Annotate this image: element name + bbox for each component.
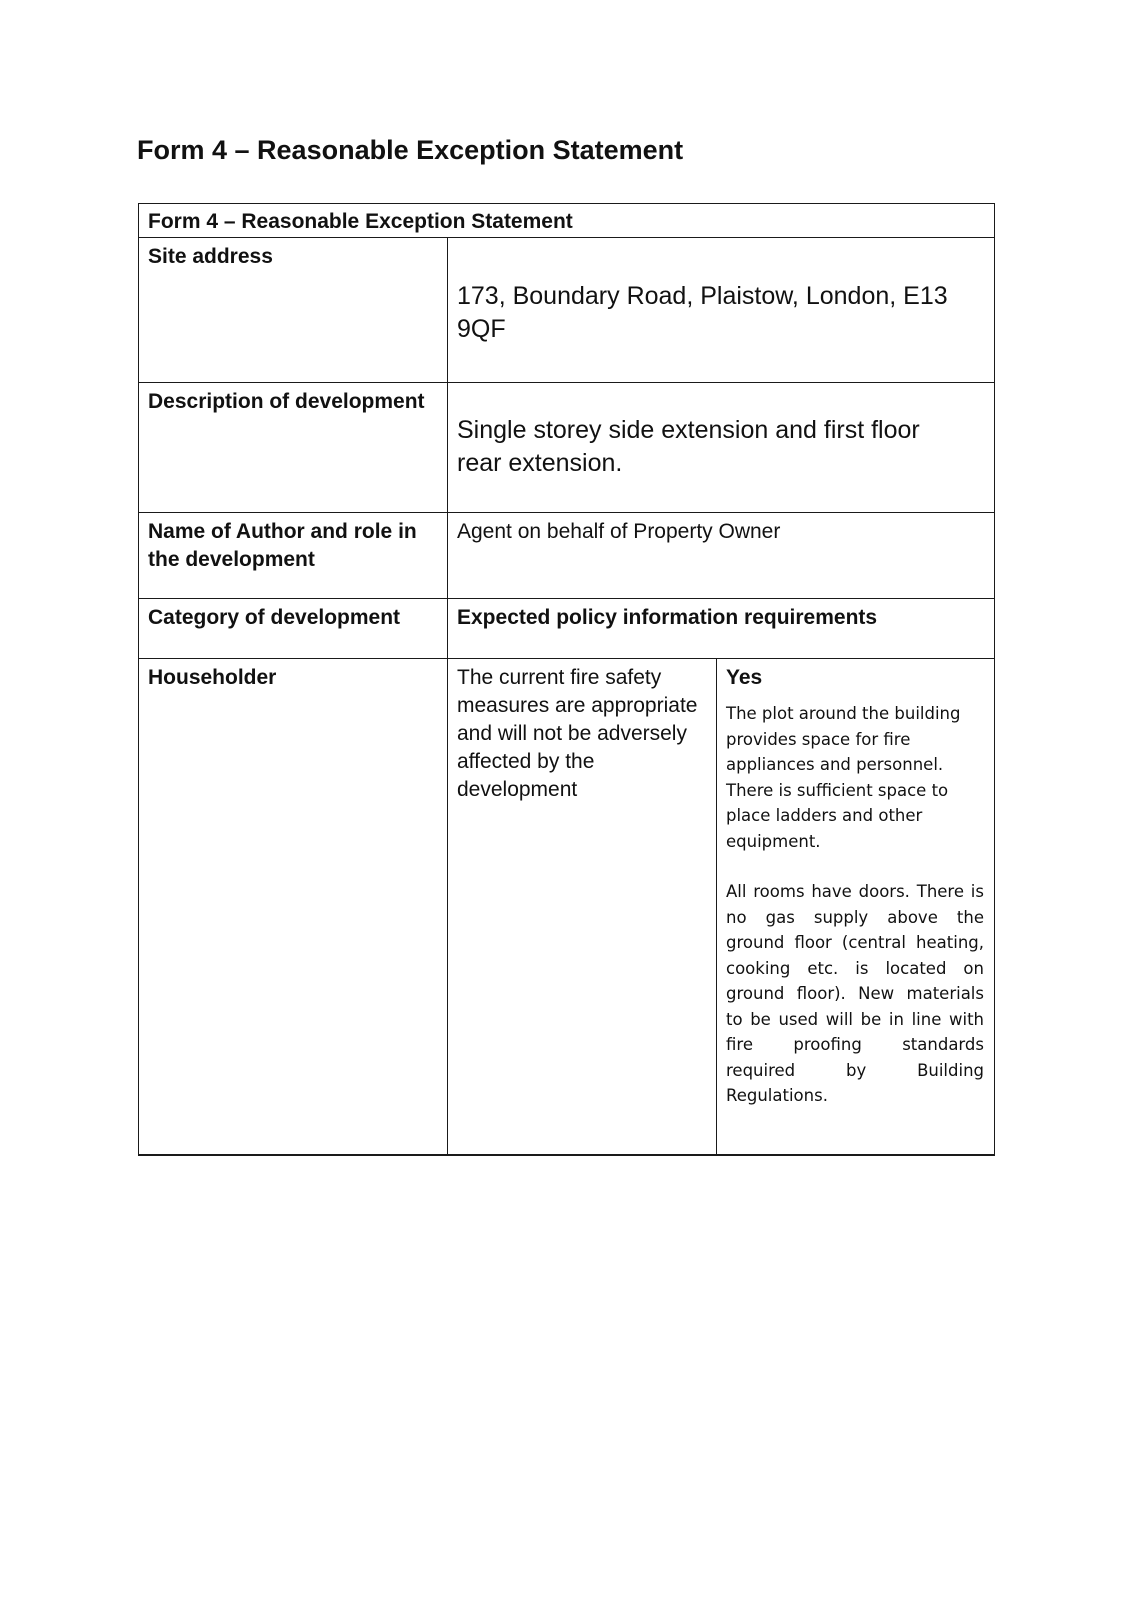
- householder-label: Householder: [139, 659, 448, 1155]
- description-cell: [448, 383, 995, 513]
- householder-response-cell: [717, 659, 995, 1155]
- page-title: Form 4 – Reasonable Exception Statement: [137, 135, 684, 165]
- author-value: Agent on behalf of Property Owner: [448, 513, 995, 599]
- site-address-cell: [448, 238, 995, 383]
- reasonable-exception-table: [138, 203, 995, 1156]
- response-paragraph-1: The plot around the building provides space for fire appliances and personnel. There is sufficient space to place ladders and other equipment.: [726, 704, 961, 851]
- site-address-label: Site address: [139, 238, 448, 383]
- category-value: Expected policy information requirements: [448, 599, 995, 659]
- table-header: Form 4 – Reasonable Exception Statement: [139, 204, 995, 238]
- description-value: Single storey side extension and first floor rear extension.: [457, 416, 920, 477]
- householder-requirement: The current fire safety measures are appropriate and will not be adversely affected by the development: [448, 659, 717, 1155]
- site-address-value: 173, Boundary Road, Plaistow, London, E13 9QF: [457, 282, 948, 343]
- author-label: Name of Author and role in the development: [139, 513, 448, 599]
- householder-answer: Yes: [726, 666, 763, 689]
- response-paragraph-2: All rooms have doors. There is no gas supply above the ground floor (central heating, cooking etc. is located on ground floor). New materials to be used will be in line with fire proofing standards required by Building Regulations.: [726, 882, 984, 1105]
- description-label: Description of development: [139, 383, 448, 513]
- category-label: Category of development: [139, 599, 448, 659]
